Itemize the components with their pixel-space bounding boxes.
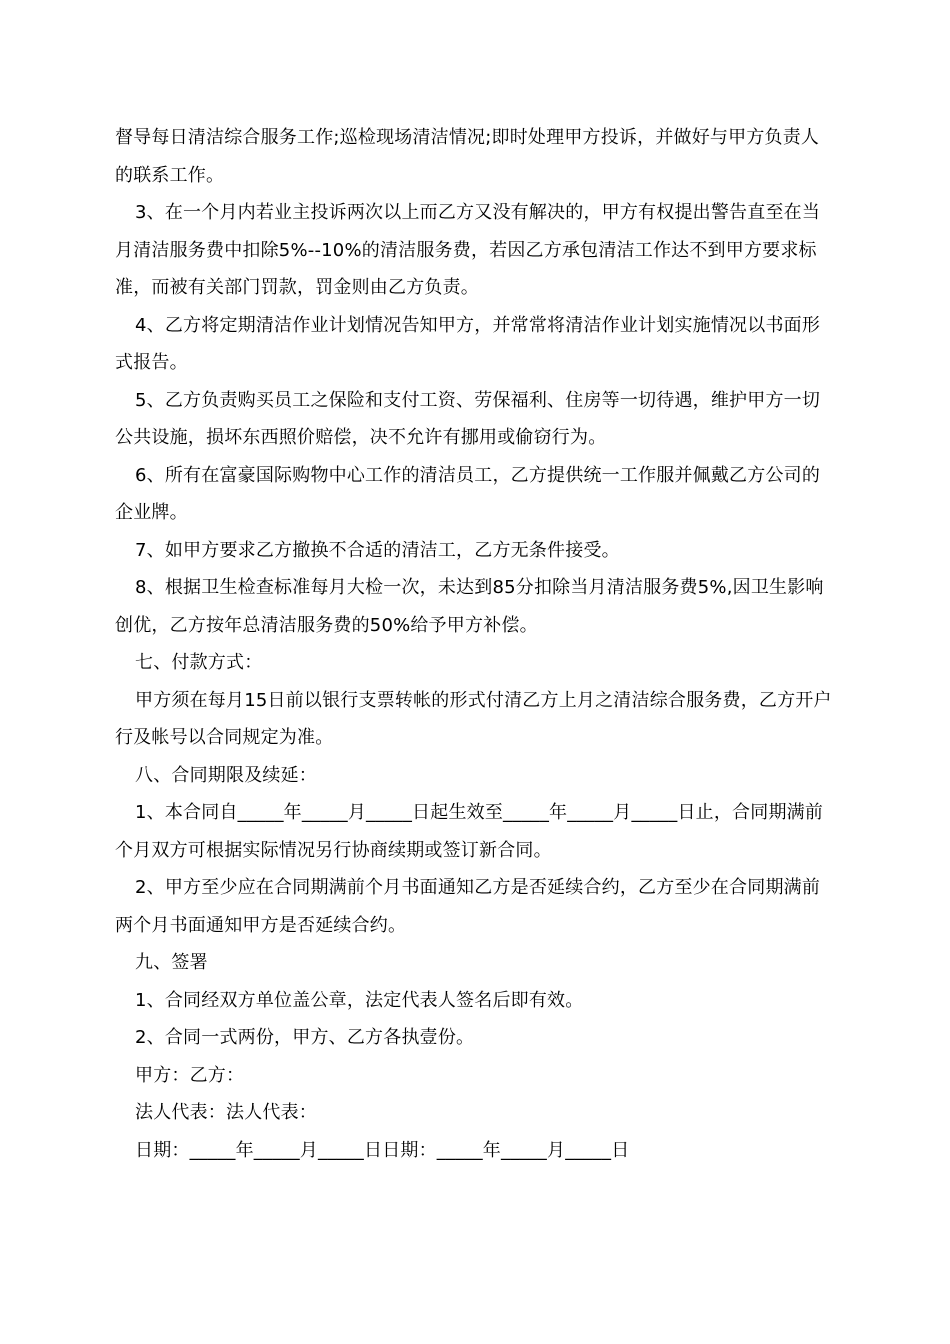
section-heading-signing: 九、签署 (135, 952, 208, 973)
signature-date-line: 日期：_____年_____月_____日日期：_____年_____月_____日 (135, 1139, 630, 1161)
signature-parties-line: 甲方：乙方： (135, 1064, 245, 1086)
paragraph-signing-clause-2: 2、合同一式两份，甲方、乙方各执壹份。 (135, 1027, 475, 1048)
paragraph-clause-4: 4、乙方将定期清洁作业计划情况告知甲方，并常常将清洁作业计划实施情况以书面形式报告。 (115, 314, 821, 373)
paragraph-clause-5: 5、乙方负责购买员工之保险和支付工资、劳保福利、住房等一切待遇，维护甲方一切公共设施，损坏东西照价赔偿，决不允许有挪用或偷窃行为。 (115, 389, 821, 448)
document-body (115, 119, 837, 1169)
paragraph-term-clause-1: 1、本合同自_____年_____月_____日起生效至_____年_____月_____日止，合同期满前个月双方可根据实际情况另行协商续期或签订新合同。 (115, 802, 824, 861)
paragraph-term-clause-2: 2、甲方至少应在合同期满前个月书面通知乙方是否延续合约，乙方至少在合同期满前两个月书面通知甲方是否延续合约。 (115, 877, 821, 936)
section-heading-payment: 七、付款方式： (135, 652, 263, 673)
paragraph-clause-3: 3、在一个月内若业主投诉两次以上而乙方又没有解决的，甲方有权提出警告直至在当月清洁服务费中扣除5%--10%的清洁服务费，若因乙方承包清洁工作达不到甲方要求标准，而被有关部门罚款，罚金则由乙方负责。 (115, 202, 821, 298)
paragraph-clause-7: 7、如甲方要求乙方撤换不合适的清洁工，乙方无条件接受。 (135, 539, 620, 561)
paragraph-supervision-duties: 督导每日清洁综合服务工作;巡检现场清洁情况;即时处理甲方投诉，并做好与甲方负责人的联系工作。 (115, 127, 820, 186)
paragraph-clause-6: 6、所有在富豪国际购物中心工作的清洁员工，乙方提供统一工作服并佩戴乙方公司的企业牌。 (115, 464, 821, 523)
paragraph-signing-clause-1: 1、合同经双方单位盖公章，法定代表人签名后即有效。 (135, 989, 584, 1011)
section-heading-term-renewal: 八、合同期限及续延： (135, 764, 317, 786)
paragraph-payment-terms: 甲方须在每月15日前以银行支票转帐的形式付清乙方上月之清洁综合服务费，乙方开户行及帐号以合同规定为准。 (115, 689, 832, 748)
signature-legal-representative-line: 法人代表：法人代表： (135, 1102, 317, 1123)
paragraph-clause-8: 8、根据卫生检查标准每月大检一次，未达到85分扣除当月清洁服务费5%,因卫生影响创优，乙方按年总清洁服务费的50%给予甲方补偿。 (115, 577, 824, 636)
